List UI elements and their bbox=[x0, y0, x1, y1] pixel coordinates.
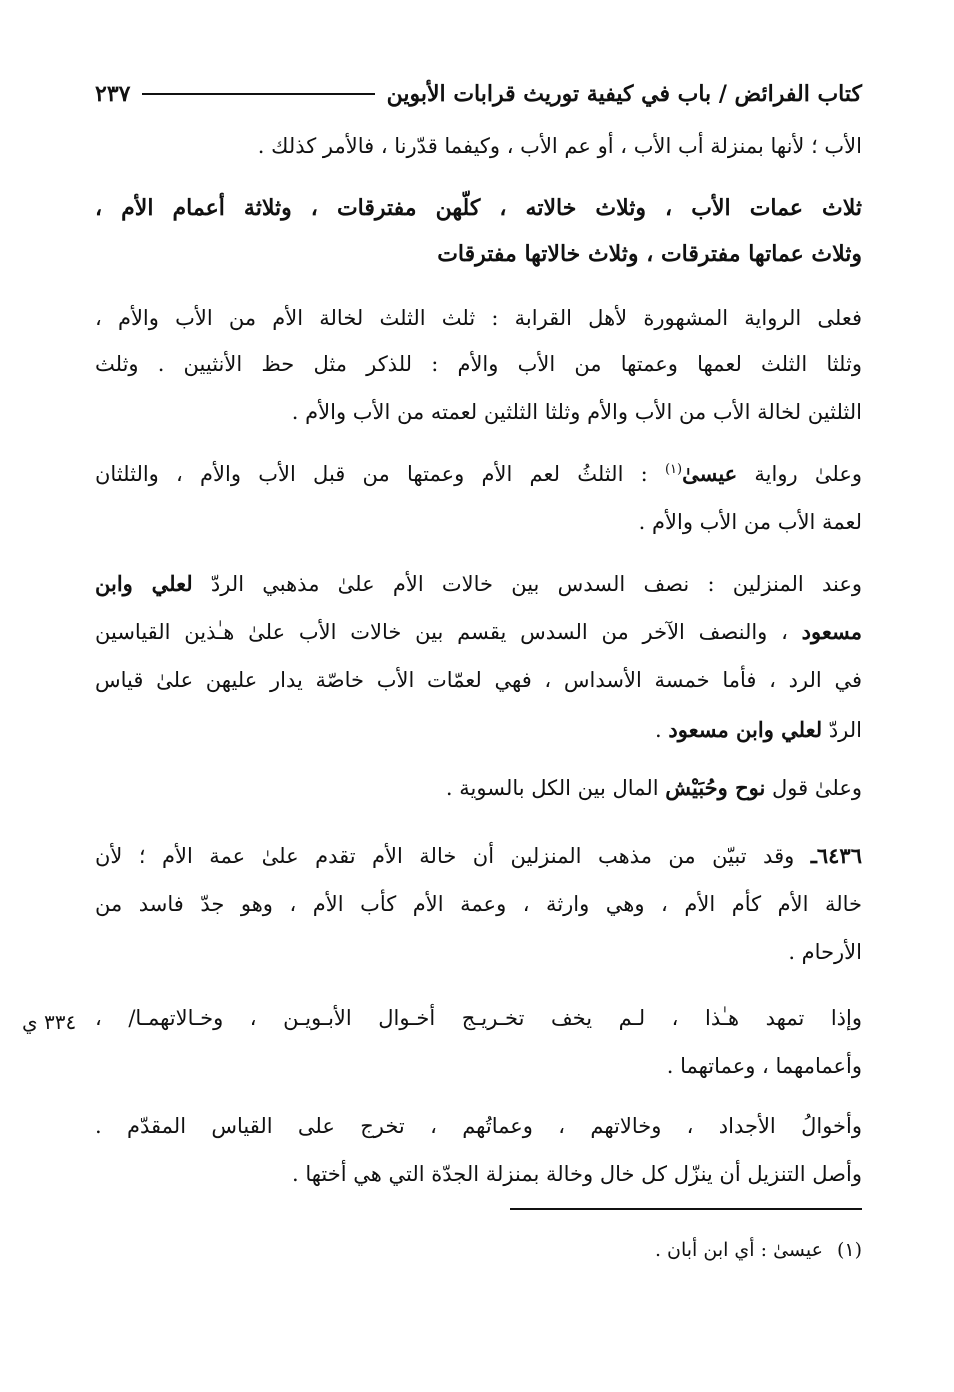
footnote-marker: (١) bbox=[664, 462, 683, 477]
header-title: كتاب الفرائض / باب في كيفية توريث قرابات الأبوين bbox=[386, 81, 862, 107]
text-line: الثلثين لخالة الأب من الأب والأم وثلثا الثلثين لعمته من الأب والأم . bbox=[291, 400, 862, 424]
running-header bbox=[95, 74, 862, 114]
text-line: فعلى الرواية المشهورة لأهل القرابة : ثلث الثلث لخالة الأم من الأب والأم ، bbox=[95, 306, 862, 330]
text-line: في الرد ، فأما خمسة الأسداس ، فهي لعمّات الأب خاصّة يدار عليهن علىٰ قياس bbox=[95, 668, 862, 692]
text-line: ٦٤٣٦ـ وقد تبيّن من مذهب المنزلين أن خالة الأم تقدم علىٰ عمة الأم ؛ لأن bbox=[95, 843, 862, 868]
footnote-number: (١) bbox=[836, 1239, 862, 1261]
heading-line: وثلاث عماتها مفترقات ، وثلاث خالاتها مفترقات bbox=[437, 241, 862, 267]
footnote-text: عيسىٰ : أي ابن أبان . bbox=[654, 1239, 823, 1261]
footnote bbox=[400, 1232, 862, 1268]
section-number: ٦٤٣٦ـ bbox=[810, 843, 862, 868]
text-line: وإذا تمهد هـٰذا ، لـم يخف تخـريـج أخـوال الأبـويـن ، وخـالاتهمـا/ ، bbox=[95, 1006, 862, 1030]
text-line: الردّ لعلي وابن مسعود . bbox=[655, 717, 862, 742]
text-line: وأعمامهما ، وعماتهما . bbox=[666, 1054, 862, 1078]
text-line: خالة الأم كأم الأم ، وهي وارثة ، وعمة الأم كأب الأم ، وهو جدّ فاسد من bbox=[95, 892, 862, 916]
text-line: لعمة الأب من الأب والأم . bbox=[638, 510, 862, 534]
text-line: وثلثا الثلث لعمها وعمتها من الأب والأم : للذكر مثل حظ الأنثيين . وثلث bbox=[95, 352, 862, 376]
text-line: وعلىٰ رواية عيسىٰ$^{(١)}$ : الثلثُ لعم الأم وعمتها من قبل الأب والأم ، والثلثان bbox=[95, 461, 862, 486]
text-line: مسعود ، والنصف الآخر من السدس يقسم بين خالات الأب علىٰ هـٰذين القياسين bbox=[95, 619, 862, 644]
manuscript-folio-ref: ٣٣٤ ي bbox=[22, 1010, 77, 1034]
heading-line: ثلاث عمات الأب ، وثلاث خالاته ، كلّهن مفترقات ، وثلاثة أعمام الأم ، bbox=[95, 195, 862, 221]
text-line: الأب ؛ لأنها بمنزلة أب الأب ، أو عم الأب ، وكيفما قدّرنا ، فالأمر كذلك . bbox=[257, 134, 862, 158]
header-rule bbox=[142, 93, 374, 95]
text-line: وعند المنزلين : نصف السدس بين خالات الأم علىٰ مذهبي الردّ لعلي وابن bbox=[95, 571, 862, 596]
text-line: الأرحام . bbox=[788, 940, 862, 964]
page-number: ٢٣٧ bbox=[95, 81, 131, 107]
footnote-rule bbox=[510, 1208, 862, 1210]
name-isa: عيسىٰ bbox=[682, 461, 738, 486]
text-line: وعلىٰ قول نوح وحُبَيْش المال بين الكل بالسوية . bbox=[445, 775, 862, 800]
text-line: وأخوالُ الأجداد ، وخالاتهم ، وعماتُهم ، تخرج على القياس المقدّم . bbox=[95, 1114, 862, 1138]
text-line: وأصل التنزيل أن ينزّل كل خال وخالة بمنزلة الجدّة التي هي أختها . bbox=[292, 1162, 862, 1186]
